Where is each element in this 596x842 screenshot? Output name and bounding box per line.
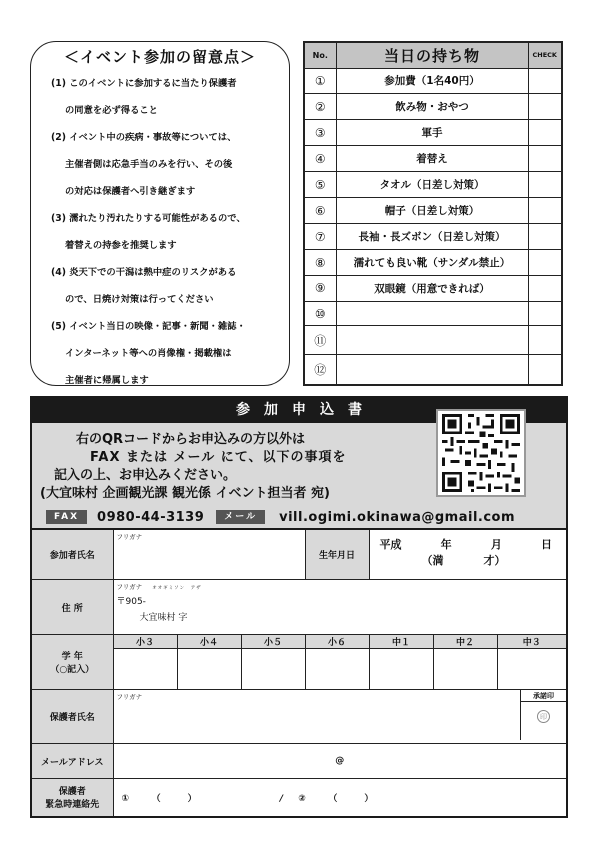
application-instructions <box>40 431 434 503</box>
guardian-row <box>31 689 567 744</box>
address-furigana <box>114 580 567 591</box>
grade-check-cell[interactable] <box>433 649 497 690</box>
item-name: 飲み物・おやつ <box>336 94 528 120</box>
item-name: 軍手 <box>336 120 528 146</box>
items-row <box>304 301 562 325</box>
grade-check-cell[interactable] <box>241 649 305 690</box>
grade-chu2: 中２ <box>433 634 497 648</box>
item-name: 帽子（日差し対策） <box>336 198 528 224</box>
notes-title: ＜イベント参加の留意点＞ <box>63 48 256 66</box>
age-open: （満 <box>421 554 444 567</box>
participant-name-label: 参加者氏名 <box>31 529 113 580</box>
emergency-label-line1: 保護者 <box>58 787 86 798</box>
furigana-label: フリガナ <box>116 583 143 592</box>
item-number: ⑨ <box>304 276 336 302</box>
address-row <box>31 580 567 635</box>
item-name: 参加費（1名40円） <box>336 68 528 94</box>
birth-day: 日 <box>540 538 552 551</box>
email-at-sign: @ <box>335 756 345 767</box>
notes-line: 主催者側は応急手当のみを行い、その後 <box>65 159 233 170</box>
notes-line: 主催者に帰属します <box>65 375 149 386</box>
notes-line: 着替えの持参を推奨します <box>65 240 177 251</box>
grade-sho5: 小５ <box>241 634 305 648</box>
items-row <box>304 276 562 302</box>
fax-number: 0980-44-3139 <box>97 509 205 525</box>
notes-line: (5) イベント当日の映像・記事・新聞・雑誌・ <box>51 321 246 332</box>
item-name: 長袖・長ズボン（日差し対策） <box>336 224 528 250</box>
emergency-row <box>31 778 567 817</box>
furigana-label: フリガナ <box>116 692 143 701</box>
grade-check-cell[interactable] <box>497 649 567 690</box>
email-row <box>31 744 567 778</box>
address-furigana-reading: オオギミソン アザ <box>152 586 202 592</box>
items-header-title: 当日の持ち物 <box>336 42 528 68</box>
item-number: ⑦ <box>304 224 336 250</box>
item-number: ② <box>304 94 336 120</box>
grade-check-cell[interactable] <box>305 649 369 690</box>
items-row <box>304 120 562 146</box>
postal-code: 〒905- <box>116 597 146 608</box>
birthdate-label: 生年月日 <box>305 529 369 580</box>
notes-line: (4) 炎天下での干潟は熱中症のリスクがある <box>51 267 237 278</box>
instruction-line: 右のQRコードからお申込みの方以外は <box>76 432 306 447</box>
items-row <box>304 68 562 94</box>
application-header: 参加申込書 <box>32 398 566 423</box>
item-name[interactable] <box>336 355 528 385</box>
item-number: ④ <box>304 146 336 172</box>
grade-note: （○記入） <box>50 664 95 675</box>
notes-line: の対応は保護者へ引き継ぎます <box>65 186 196 197</box>
item-name[interactable] <box>336 326 528 355</box>
item-check-cell[interactable] <box>528 355 562 385</box>
address-field[interactable] <box>113 580 567 635</box>
item-name: 濡れても良い靴（サンダル禁止） <box>336 250 528 276</box>
notes-line: ので、日焼け対策は行ってください <box>65 294 214 305</box>
notes-line: インターネット等への肖像権・掲載権は <box>65 348 232 359</box>
notes-box <box>30 41 290 386</box>
grade-sho4: 小４ <box>177 634 241 648</box>
application-panel <box>30 396 568 530</box>
mail-label: メール <box>216 510 265 524</box>
mail-address[interactable]: vill.ogimi.okinawa@gmail.com <box>279 509 516 525</box>
email-label: メールアドレス <box>31 744 113 778</box>
item-check-cell[interactable] <box>528 250 562 276</box>
items-row <box>304 198 562 224</box>
item-number: ③ <box>304 120 336 146</box>
grade-check-cell[interactable] <box>177 649 241 690</box>
qr-code-icon <box>438 411 524 495</box>
birth-month: 月 <box>490 538 502 551</box>
seal-icon: 印 <box>537 710 550 723</box>
notes-line: (3) 濡れたり汚れたりする可能性があるので、 <box>51 213 246 224</box>
items-header-no: No. <box>304 42 336 68</box>
items-row <box>304 326 562 355</box>
guardian-name-label: 保護者氏名 <box>31 689 113 744</box>
item-number: ⑥ <box>304 198 336 224</box>
village-name: 大宜味村 字 <box>139 613 188 624</box>
fax-label: FAX <box>46 510 87 524</box>
instruction-line: FAX または メール にて、以下の事項を <box>90 450 347 465</box>
notes-line: (1) このイベントに参加するに当たり保護者 <box>51 78 237 89</box>
items-row <box>304 172 562 198</box>
birth-year: 年 <box>440 538 452 551</box>
item-check-cell[interactable] <box>528 68 562 94</box>
items-row <box>304 146 562 172</box>
address-label: 住 所 <box>31 580 113 635</box>
item-number: ⑤ <box>304 172 336 198</box>
grade-sho3: 小３ <box>113 634 177 648</box>
grade-header-row <box>31 634 567 648</box>
grade-label: 学 年 <box>61 651 83 662</box>
emergency-contact-2: ② （ ） <box>298 793 374 804</box>
grade-check-cell[interactable] <box>369 649 433 690</box>
instruction-line: 記入の上、お申込みください。 <box>54 468 237 483</box>
item-number: ⑪ <box>304 326 336 355</box>
grade-chu3: 中３ <box>497 634 567 648</box>
item-check-cell[interactable] <box>528 224 562 250</box>
item-check-cell[interactable] <box>528 146 562 172</box>
item-number: ⑧ <box>304 250 336 276</box>
emergency-label-line2: 緊急時連絡先 <box>45 800 100 811</box>
item-number: ⑩ <box>304 301 336 325</box>
item-check-cell[interactable] <box>528 198 562 224</box>
email-field[interactable] <box>113 744 567 778</box>
application-form <box>30 528 568 818</box>
contact-row <box>46 509 556 525</box>
participant-name-field[interactable] <box>113 529 305 580</box>
qr-code[interactable] <box>436 409 526 497</box>
items-row <box>304 94 562 120</box>
item-number: ⑫ <box>304 355 336 385</box>
grade-sho6: 小６ <box>305 634 369 648</box>
item-name: タオル（日差し対策） <box>336 172 528 198</box>
item-check-cell[interactable] <box>528 326 562 355</box>
grade-check-cell[interactable] <box>113 649 177 690</box>
items-row <box>304 355 562 385</box>
notes-line: (2) イベント中の疾病・事故等については、 <box>51 132 237 143</box>
grade-chu1: 中１ <box>369 634 433 648</box>
guardian-name-field[interactable] <box>113 689 567 744</box>
item-name: 双眼鏡（用意できれば） <box>336 276 528 302</box>
items-row <box>304 250 562 276</box>
item-check-cell[interactable] <box>528 120 562 146</box>
consent-stamp-box[interactable] <box>520 690 566 740</box>
grade-label-cell <box>31 634 113 689</box>
age-close: 才） <box>483 554 506 567</box>
item-number: ① <box>304 68 336 94</box>
item-check-cell[interactable] <box>528 276 562 302</box>
emergency-separator: / <box>279 793 284 804</box>
item-check-cell[interactable] <box>528 172 562 198</box>
name-row <box>31 529 567 580</box>
birthdate-field[interactable] <box>369 529 567 580</box>
consent-stamp-label: 承諾印 <box>521 690 566 702</box>
furigana-label: フリガナ <box>116 533 143 541</box>
item-check-cell[interactable] <box>528 94 562 120</box>
emergency-contact-field[interactable] <box>113 778 567 817</box>
items-row <box>304 224 562 250</box>
emergency-label <box>31 778 113 817</box>
instruction-line: (大宜味村 企画観光課 観光係 イベント担当者 宛) <box>40 486 330 501</box>
items-header-check: CHECK <box>528 42 562 68</box>
notes-line: の同意を必ず得ること <box>65 105 158 116</box>
emergency-contact-1: ① （ ） <box>121 793 197 804</box>
items-table <box>303 41 563 386</box>
item-name: 着替え <box>336 146 528 172</box>
item-check-cell[interactable] <box>528 301 562 325</box>
item-name[interactable] <box>336 301 528 325</box>
items-header-row <box>304 42 562 68</box>
birth-era: 平成 <box>379 538 402 551</box>
